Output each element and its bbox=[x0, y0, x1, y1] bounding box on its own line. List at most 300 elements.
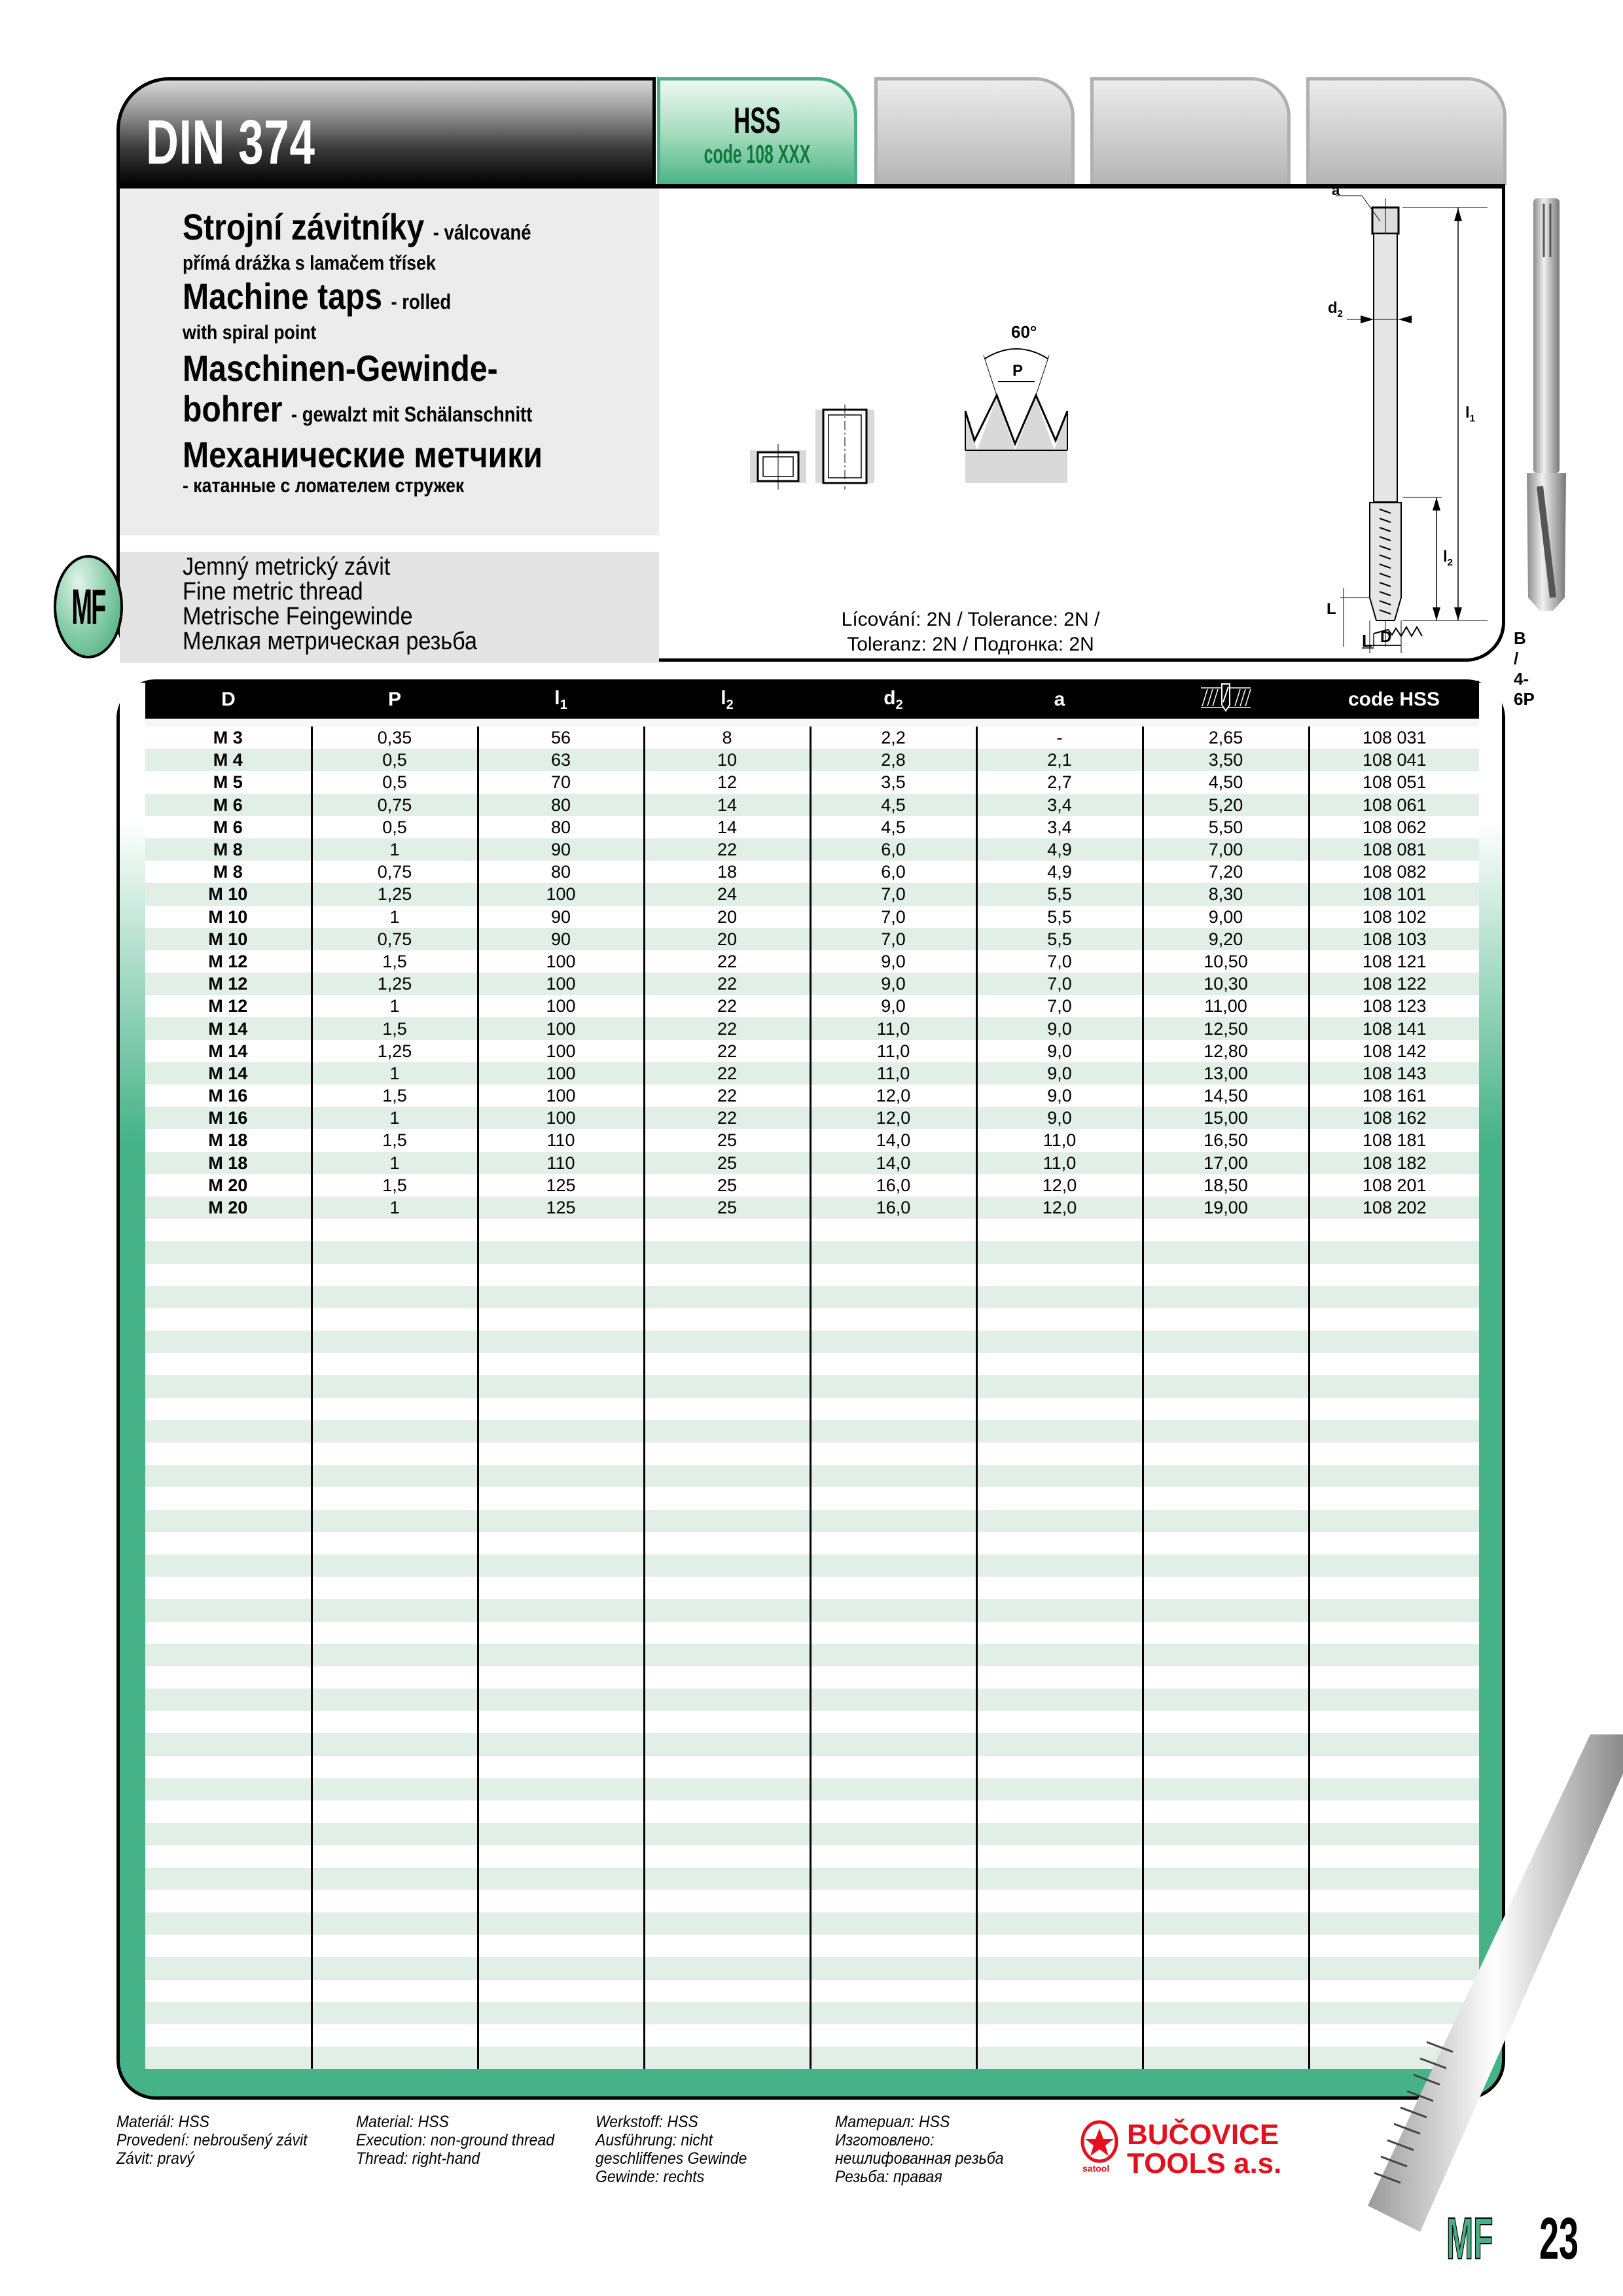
table-cell: 108 102 bbox=[1309, 906, 1479, 928]
table-row bbox=[145, 883, 1479, 905]
table-cell bbox=[976, 1845, 1143, 1867]
table-cell bbox=[145, 1622, 312, 1644]
table-cell bbox=[810, 2024, 976, 2047]
table-cell: 5,5 bbox=[976, 928, 1143, 950]
table-cell: 1,25 bbox=[312, 883, 478, 905]
table-cell: 11,0 bbox=[810, 1062, 976, 1085]
tab-hss[interactable] bbox=[657, 77, 857, 185]
table-row-empty bbox=[145, 1577, 1479, 1599]
table-cell: 80 bbox=[478, 816, 644, 838]
table-cell: 12,0 bbox=[976, 1196, 1143, 1219]
table-row bbox=[145, 1196, 1479, 1219]
table-cell bbox=[976, 1823, 1143, 1845]
desc-en-sub: with spiral point bbox=[183, 321, 317, 344]
table-cell bbox=[478, 1331, 644, 1353]
description-box bbox=[120, 188, 659, 535]
table-cell bbox=[145, 1398, 312, 1420]
table-cell bbox=[976, 2002, 1143, 2024]
table-cell bbox=[810, 1510, 976, 1532]
table-row-empty bbox=[145, 1689, 1479, 1711]
table-cell: 108 123 bbox=[1309, 995, 1479, 1017]
table-cell: 2,1 bbox=[976, 749, 1143, 771]
footer-col-de bbox=[596, 2113, 747, 2186]
desc-cs-sub: přímá drážka s lamačem třísek bbox=[183, 251, 436, 274]
thread-type-en: Fine metric thread bbox=[183, 578, 363, 605]
table-header-row bbox=[145, 681, 1479, 719]
table-cell bbox=[644, 1733, 810, 1755]
table-row-empty bbox=[145, 1711, 1479, 1733]
table-cell: M 14 bbox=[145, 1062, 312, 1085]
table-cell bbox=[810, 1420, 976, 1443]
table-cell bbox=[976, 1756, 1143, 1778]
table-cell bbox=[976, 1689, 1143, 1711]
table-cell: 9,0 bbox=[976, 1040, 1143, 1062]
table-cell bbox=[1309, 1510, 1479, 1532]
table-cell bbox=[810, 1219, 976, 1241]
table-cell: 25 bbox=[644, 1196, 810, 1219]
table-cell: 6,0 bbox=[810, 838, 976, 861]
table-cell: 12,0 bbox=[810, 1107, 976, 1129]
table-cell: M 12 bbox=[145, 950, 312, 973]
table-cell bbox=[644, 1353, 810, 1375]
table-row-empty bbox=[145, 2002, 1479, 2024]
spacer-cell bbox=[145, 719, 1479, 726]
table-cell: 9,0 bbox=[976, 1017, 1143, 1039]
table-cell: 9,0 bbox=[976, 1085, 1143, 1107]
table-cell: 108 141 bbox=[1309, 1017, 1479, 1039]
table-cell: 4,9 bbox=[976, 861, 1143, 883]
table-cell bbox=[478, 1733, 644, 1755]
table-cell: 108 142 bbox=[1309, 1040, 1479, 1062]
table-cell: 108 031 bbox=[1309, 726, 1479, 749]
table-row bbox=[145, 816, 1479, 838]
table-cell: 10,50 bbox=[1143, 950, 1309, 973]
table-cell bbox=[478, 1487, 644, 1509]
table-cell bbox=[1309, 1331, 1479, 1353]
table-cell: 12,50 bbox=[1143, 1017, 1309, 1039]
table-cell bbox=[644, 2047, 810, 2069]
desc-de-title-2: bohrer - gewalzt mit Schälanschnitt bbox=[183, 388, 533, 429]
chamfer-type-label: B / 4-6P bbox=[1514, 628, 1535, 709]
logo-mark-text: satool bbox=[1082, 2163, 1110, 2174]
table-cell bbox=[312, 1778, 478, 1801]
table-cell bbox=[478, 1980, 644, 2002]
table-cell bbox=[478, 1264, 644, 1286]
table-cell bbox=[810, 1845, 976, 1867]
table-cell: 2,8 bbox=[810, 749, 976, 771]
table-cell: 100 bbox=[478, 1040, 644, 1062]
table-cell bbox=[312, 1890, 478, 1912]
table-cell bbox=[644, 1375, 810, 1397]
table-cell bbox=[312, 1219, 478, 1241]
table-cell: 3,4 bbox=[976, 816, 1143, 838]
table-cell bbox=[145, 2002, 312, 2024]
table-cell bbox=[1143, 1219, 1309, 1241]
table-cell: 1 bbox=[312, 838, 478, 861]
table-cell: 80 bbox=[478, 861, 644, 883]
table-cell bbox=[145, 1912, 312, 1935]
table-cell: 22 bbox=[644, 1017, 810, 1039]
footer-de-line: Gewinde: rechts bbox=[596, 2168, 705, 2186]
table-cell bbox=[976, 1487, 1143, 1509]
table-cell: 1,25 bbox=[312, 973, 478, 995]
table-cell: M 14 bbox=[145, 1017, 312, 1039]
table-cell bbox=[810, 1733, 976, 1755]
tab-empty-2[interactable] bbox=[1090, 77, 1291, 185]
table-cell bbox=[478, 1711, 644, 1733]
table-cell: 5,5 bbox=[976, 883, 1143, 905]
table-cell: 108 101 bbox=[1309, 883, 1479, 905]
table-cell: 100 bbox=[478, 883, 644, 905]
table-cell bbox=[1143, 1286, 1309, 1308]
desc-ru-sub: - катанные с ломателем стружек bbox=[183, 474, 465, 497]
header-spacer bbox=[145, 719, 1479, 726]
table-cell bbox=[145, 1443, 312, 1465]
thread-type-de: Metrische Feingewinde bbox=[183, 603, 413, 630]
table-cell: 125 bbox=[478, 1174, 644, 1196]
dim-l1-label: $l_1$ bbox=[1465, 404, 1476, 424]
table-row bbox=[145, 973, 1479, 995]
company-logo bbox=[1080, 2119, 1282, 2179]
table-row bbox=[145, 1040, 1479, 1062]
table-cell bbox=[1309, 1666, 1479, 1689]
table-cell bbox=[1143, 1689, 1309, 1711]
table-cell bbox=[810, 1957, 976, 1979]
table-row bbox=[145, 726, 1479, 749]
chamfer-L-label: L bbox=[1362, 631, 1372, 651]
column-header-0: D bbox=[145, 681, 312, 719]
table-cell bbox=[312, 1957, 478, 1979]
table-cell bbox=[810, 1286, 976, 1308]
table-cell: 100 bbox=[478, 995, 644, 1017]
table-cell bbox=[478, 1890, 644, 1912]
table-cell bbox=[976, 1443, 1143, 1465]
table-cell bbox=[976, 1778, 1143, 1801]
dim-D-label: D bbox=[1380, 628, 1392, 646]
tolerance-line-2: Toleranz: 2N / Подгонка: 2N bbox=[847, 634, 1094, 655]
table-cell: 108 121 bbox=[1309, 950, 1479, 973]
table-cell bbox=[810, 2002, 976, 2024]
table-cell: 108 062 bbox=[1309, 816, 1479, 838]
table-cell bbox=[312, 1353, 478, 1375]
table-row-empty bbox=[145, 1554, 1479, 1577]
table-cell bbox=[976, 1398, 1143, 1420]
table-cell: 12 bbox=[644, 771, 810, 793]
table-cell bbox=[478, 1465, 644, 1487]
table-cell bbox=[810, 1353, 976, 1375]
table-cell bbox=[145, 1241, 312, 1263]
table-cell: 1,5 bbox=[312, 950, 478, 973]
table-cell bbox=[312, 1510, 478, 1532]
table-cell bbox=[145, 1801, 312, 1823]
table-cell: 9,00 bbox=[1143, 906, 1309, 928]
table-cell: 9,0 bbox=[976, 1107, 1143, 1129]
table-cell bbox=[1309, 1286, 1479, 1308]
table-cell bbox=[976, 1264, 1143, 1286]
table-cell bbox=[312, 1823, 478, 1845]
table-cell bbox=[145, 1644, 312, 1666]
table-cell bbox=[976, 1510, 1143, 1532]
table-cell: 7,0 bbox=[810, 883, 976, 905]
footer-col-en bbox=[356, 2113, 554, 2168]
table-cell: M 10 bbox=[145, 883, 312, 905]
table-cell: 22 bbox=[644, 950, 810, 973]
table-row bbox=[145, 1017, 1479, 1039]
table-cell bbox=[145, 1666, 312, 1689]
table-row bbox=[145, 995, 1479, 1017]
footer-de-line: Werkstoff: HSS bbox=[596, 2113, 698, 2131]
table-cell bbox=[644, 1801, 810, 1823]
table-cell: 16,50 bbox=[1143, 1129, 1309, 1151]
table-cell bbox=[810, 1264, 976, 1286]
table-cell: 70 bbox=[478, 771, 644, 793]
table-cell bbox=[644, 1890, 810, 1912]
table-cell bbox=[145, 1219, 312, 1241]
table-cell: 108 082 bbox=[1309, 861, 1479, 883]
table-cell: 56 bbox=[478, 726, 644, 749]
table-cell bbox=[976, 2024, 1143, 2047]
table-cell: 7,0 bbox=[810, 928, 976, 950]
table-cell bbox=[976, 1711, 1143, 1733]
table-cell: M 6 bbox=[145, 816, 312, 838]
table-cell bbox=[312, 1599, 478, 1621]
angle-label: 60° bbox=[1011, 322, 1037, 342]
footer-de-line: geschliffenes Gewinde bbox=[596, 2149, 747, 2168]
table-cell bbox=[976, 1353, 1143, 1375]
table-cell: 4,50 bbox=[1143, 771, 1309, 793]
table-cell bbox=[644, 1241, 810, 1263]
table-row-empty bbox=[145, 1801, 1479, 1823]
table-cell: 1 bbox=[312, 1107, 478, 1129]
table-cell bbox=[312, 1308, 478, 1331]
table-cell bbox=[644, 2024, 810, 2047]
table-row bbox=[145, 794, 1479, 816]
table-cell bbox=[145, 1264, 312, 1286]
table-cell bbox=[145, 1756, 312, 1778]
table-cell: 17,00 bbox=[1143, 1152, 1309, 1174]
table-cell bbox=[478, 1241, 644, 1263]
footer-en-line: Thread: right-hand bbox=[356, 2149, 480, 2168]
table-cell bbox=[644, 1823, 810, 1845]
tab-empty-1[interactable] bbox=[874, 77, 1075, 185]
table-cell bbox=[976, 1980, 1143, 2002]
table-cell bbox=[810, 1935, 976, 1957]
page-number: 23 bbox=[1539, 2206, 1579, 2272]
table-cell bbox=[644, 1599, 810, 1621]
desc-cs-title: Strojní závitníky - válcované bbox=[183, 206, 531, 247]
footer-ru-line: Материал: HSS bbox=[835, 2113, 950, 2131]
table-cell: 22 bbox=[644, 995, 810, 1017]
table-cell: 1 bbox=[312, 1152, 478, 1174]
table-cell bbox=[312, 2002, 478, 2024]
table-cell: M 4 bbox=[145, 749, 312, 771]
table-row-empty bbox=[145, 2047, 1479, 2069]
table-row bbox=[145, 749, 1479, 771]
table-cell: 14,50 bbox=[1143, 1085, 1309, 1107]
thread-type-badge bbox=[54, 555, 123, 658]
table-cell bbox=[312, 1689, 478, 1711]
desc-en-title: Machine taps - rolled bbox=[183, 276, 452, 317]
table-cell: 11,00 bbox=[1143, 995, 1309, 1017]
table-cell bbox=[1309, 1599, 1479, 1621]
table-cell bbox=[810, 1912, 976, 1935]
table-cell: 25 bbox=[644, 1152, 810, 1174]
table-row-empty bbox=[145, 1599, 1479, 1621]
table-cell bbox=[644, 1622, 810, 1644]
table-cell bbox=[1309, 1487, 1479, 1509]
table-cell: 108 162 bbox=[1309, 1107, 1479, 1129]
table-cell bbox=[312, 1666, 478, 1689]
table-cell: 1 bbox=[312, 906, 478, 928]
table-cell: 14,0 bbox=[810, 1129, 976, 1151]
table-cell bbox=[644, 1644, 810, 1666]
table-cell: 18,50 bbox=[1143, 1174, 1309, 1196]
table-cell: 9,20 bbox=[1143, 928, 1309, 950]
table-cell: 108 041 bbox=[1309, 749, 1479, 771]
table-row bbox=[145, 950, 1479, 973]
table-cell bbox=[478, 1912, 644, 1935]
table-cell bbox=[1143, 1443, 1309, 1465]
table-cell bbox=[1143, 1487, 1309, 1509]
table-cell bbox=[312, 1375, 478, 1397]
table-cell bbox=[644, 1577, 810, 1599]
table-cell: M 10 bbox=[145, 906, 312, 928]
table-cell bbox=[1143, 1666, 1309, 1689]
table-cell: 16,0 bbox=[810, 1174, 976, 1196]
table-cell: 9,0 bbox=[976, 1062, 1143, 1085]
table-cell: 13,00 bbox=[1143, 1062, 1309, 1085]
footer-col-cs bbox=[116, 2113, 308, 2168]
table-cell: 11,0 bbox=[976, 1129, 1143, 1151]
table-cell bbox=[810, 1980, 976, 2002]
table-cell bbox=[1309, 1398, 1479, 1420]
table-cell: 12,80 bbox=[1143, 1040, 1309, 1062]
table-cell: 108 202 bbox=[1309, 1196, 1479, 1219]
footer-col-ru bbox=[835, 2113, 1003, 2186]
table-cell bbox=[478, 1599, 644, 1621]
table-cell bbox=[976, 1644, 1143, 1666]
table-cell bbox=[1143, 1420, 1309, 1443]
table-body bbox=[145, 719, 1479, 2069]
table-cell bbox=[1143, 1375, 1309, 1397]
table-cell bbox=[1309, 1264, 1479, 1286]
table-row bbox=[145, 928, 1479, 950]
table-cell bbox=[810, 1756, 976, 1778]
table-cell bbox=[478, 1778, 644, 1801]
table-cell bbox=[1143, 1398, 1309, 1420]
table-cell: 7,0 bbox=[976, 950, 1143, 973]
table-cell bbox=[312, 1398, 478, 1420]
table-row-empty bbox=[145, 1398, 1479, 1420]
tab-hss-label: HSS bbox=[734, 99, 781, 141]
table-cell bbox=[644, 1554, 810, 1577]
table-cell: M 8 bbox=[145, 861, 312, 883]
table-row-empty bbox=[145, 1286, 1479, 1308]
table-cell bbox=[644, 1980, 810, 2002]
table-cell bbox=[644, 1935, 810, 1957]
table-cell bbox=[478, 1510, 644, 1532]
table-cell: M 16 bbox=[145, 1085, 312, 1107]
table-row-empty bbox=[145, 1912, 1479, 1935]
thread-type-ru: Мелкая метрическая резьба bbox=[183, 628, 477, 655]
column-header-6 bbox=[1143, 681, 1309, 719]
table-cell bbox=[810, 1308, 976, 1331]
table-cell bbox=[976, 1465, 1143, 1487]
table-cell: 7,0 bbox=[976, 995, 1143, 1017]
footer-de-line: Ausführung: nicht bbox=[596, 2131, 713, 2149]
chamfer-symbol-icon bbox=[1362, 620, 1440, 656]
table-cell bbox=[478, 1622, 644, 1644]
table-cell bbox=[312, 1577, 478, 1599]
table-cell bbox=[478, 1644, 644, 1666]
table-cell bbox=[312, 1420, 478, 1443]
table-cell: 100 bbox=[478, 1107, 644, 1129]
tab-empty-3[interactable] bbox=[1306, 77, 1507, 185]
table-cell bbox=[145, 1487, 312, 1509]
table-cell bbox=[1309, 1644, 1479, 1666]
table-cell bbox=[145, 1465, 312, 1487]
table-cell bbox=[1309, 1375, 1479, 1397]
table-row-empty bbox=[145, 1465, 1479, 1487]
table-cell bbox=[478, 1532, 644, 1554]
table-cell bbox=[1309, 1420, 1479, 1443]
table-row-empty bbox=[145, 1980, 1479, 2002]
table-cell bbox=[145, 1554, 312, 1577]
table-row bbox=[145, 906, 1479, 928]
table-cell bbox=[312, 1733, 478, 1755]
table-row-empty bbox=[145, 1823, 1479, 1845]
table-cell bbox=[478, 1577, 644, 1599]
table-cell bbox=[810, 1398, 976, 1420]
table-cell bbox=[1143, 1264, 1309, 1286]
table-cell bbox=[312, 1644, 478, 1666]
table-cell bbox=[1309, 1308, 1479, 1331]
table-cell: 90 bbox=[478, 928, 644, 950]
table-cell: 125 bbox=[478, 1196, 644, 1219]
table-cell bbox=[810, 1487, 976, 1509]
table-cell bbox=[145, 1308, 312, 1331]
table-cell: 108 081 bbox=[1309, 838, 1479, 861]
table-cell bbox=[312, 1980, 478, 2002]
table-cell bbox=[478, 1554, 644, 1577]
table-cell bbox=[145, 1689, 312, 1711]
table-cell: 1,25 bbox=[312, 1040, 478, 1062]
table-cell bbox=[1309, 1465, 1479, 1487]
thread-profile-icon bbox=[957, 313, 1128, 450]
table-cell bbox=[312, 1487, 478, 1509]
table-cell bbox=[810, 1241, 976, 1263]
table-cell bbox=[810, 1644, 976, 1666]
table-cell: 108 061 bbox=[1309, 794, 1479, 816]
table-cell bbox=[312, 1801, 478, 1823]
table-row-empty bbox=[145, 1353, 1479, 1375]
table-cell bbox=[1309, 1689, 1479, 1711]
table-cell bbox=[644, 1756, 810, 1778]
table-row bbox=[145, 838, 1479, 861]
table-cell: 3,50 bbox=[1143, 749, 1309, 771]
table-row-empty bbox=[145, 1868, 1479, 1890]
table-cell bbox=[976, 1622, 1143, 1644]
table-cell: 108 051 bbox=[1309, 771, 1479, 793]
table-cell bbox=[478, 1845, 644, 1867]
table-cell bbox=[312, 1286, 478, 1308]
table-cell: 2,65 bbox=[1143, 726, 1309, 749]
drill-hole-icon bbox=[1200, 683, 1252, 711]
footer-cs-line: Závit: pravý bbox=[116, 2149, 194, 2168]
table-cell bbox=[1309, 1443, 1479, 1465]
table-cell bbox=[1143, 1532, 1309, 1554]
table-row-empty bbox=[145, 1622, 1479, 1644]
